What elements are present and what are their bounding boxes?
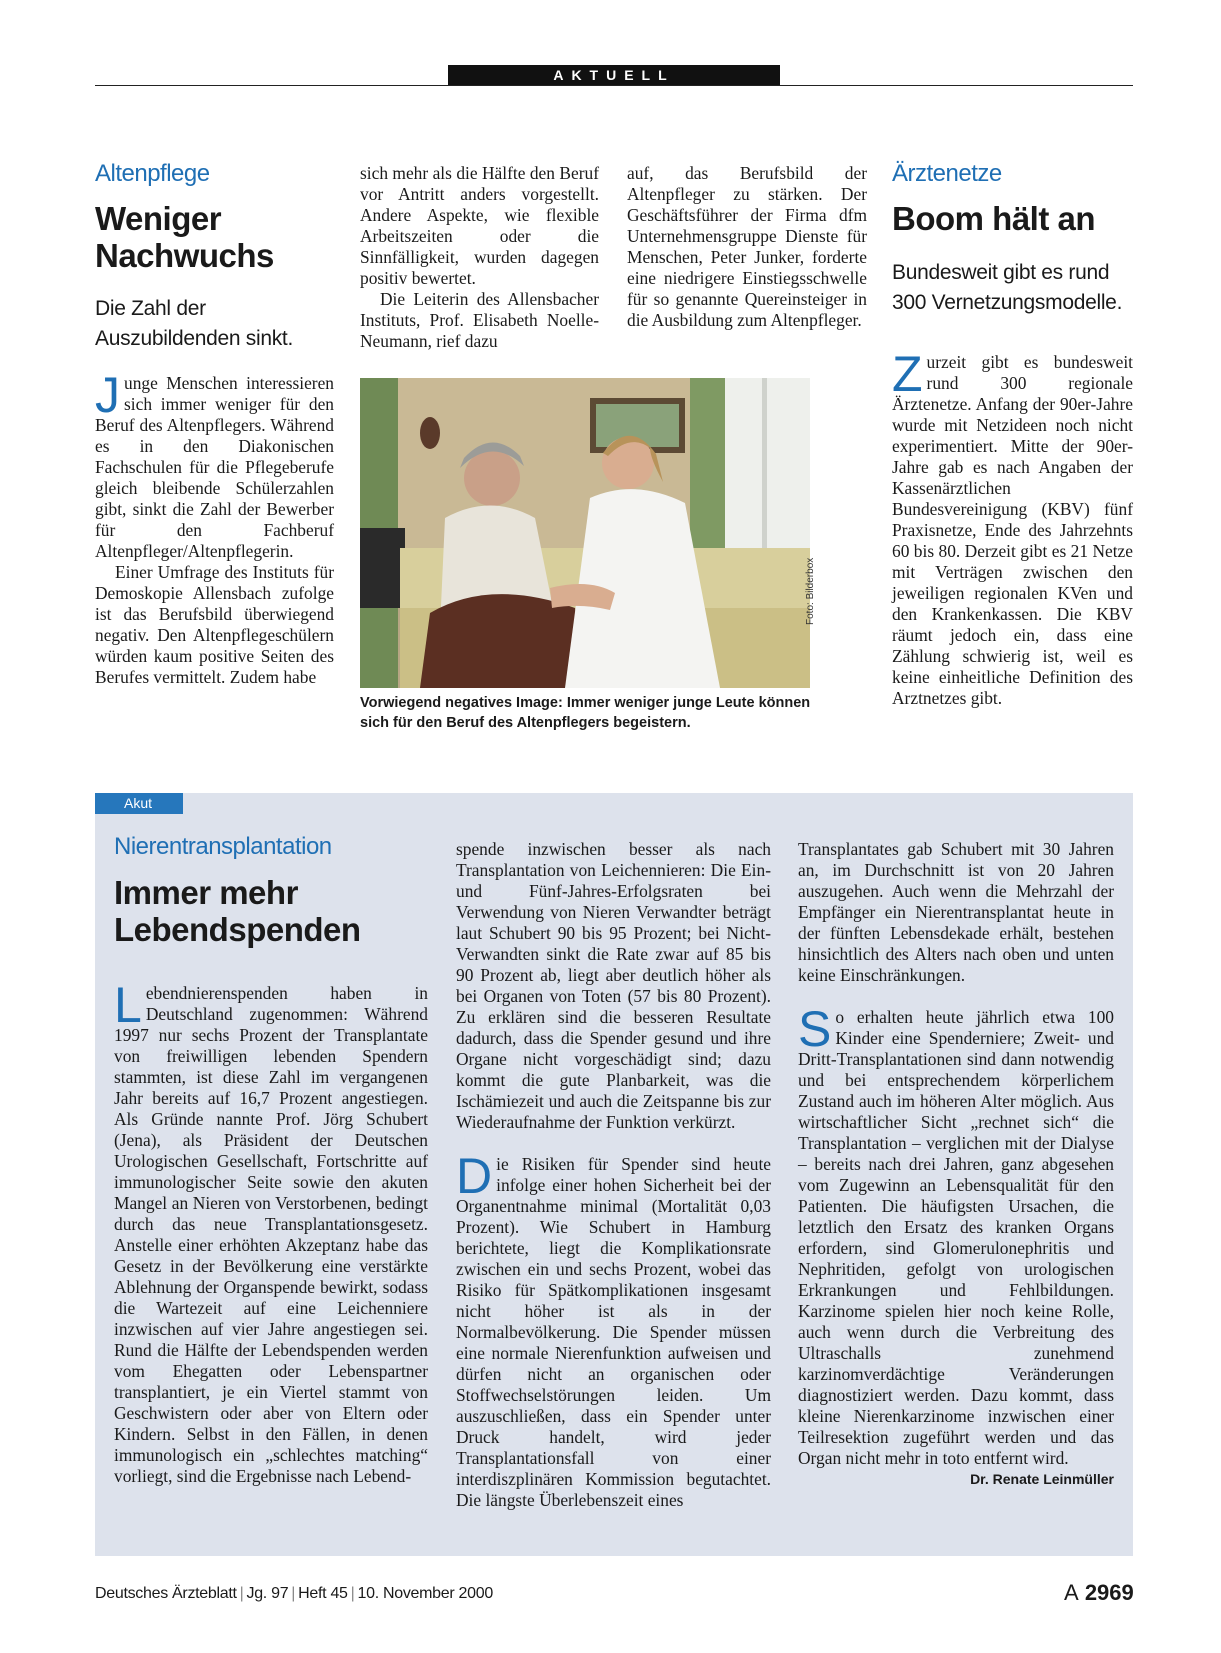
article2-column (892, 346, 1133, 709)
article3-paragraph-2: spende inzwischen besser als nach Transplantation von Leichennieren: Die Ein- und Fünf-Jahres-Erfolgsraten bei Verwendung von Nieren Verwandter beträgt laut Schubert 90 bis 95 Prozent; bei Nicht-Verwandten sinkt die Rate zwar auf 85 bis 90 Prozent ab, liegt aber deutlich höher als bei Organen von Toten (57 bis 80 Prozent). Zu erklären sind die besseren Resultate dadurch, dass die Spender gesund und ihre Organe nicht vorgeschädigt sind; dazu kommt die gute Planbarkeit, was die Ischämiezeit und auch die Zeitspanne bis zur Wiederaufnahme der Funktion verkürzt. (456, 839, 771, 1132)
article3-column-1 (114, 977, 428, 1487)
article1-kicker: Altenpflege (95, 160, 210, 187)
article1-headline: Weniger Nachwuchs (95, 200, 274, 274)
footer-issue: Heft 45 (298, 1585, 348, 1602)
page-number (1064, 1580, 1134, 1606)
article3-dropcap-3: S (798, 1001, 832, 1057)
article1-paragraph-4: Die Leiterin des Allensbacher Instituts, Prof. Elisabeth Noelle-Neumann, rief dazu (360, 289, 599, 351)
article1-paragraph-5: auf, das Berufsbild der Altenpfleger zu stärken. Der Geschäftsführer der Firma dfm Unternehmensgruppe Dienste für Menschen, Peter Junker, forderte eine niedrigere Einstiegsschwelle für so genannte Quereinsteiger in die Ausbildung zum Altenpfleger. (627, 163, 867, 330)
article1-photo (360, 378, 810, 688)
photo-caption: Vorwiegend negatives Image: Immer weniger junge Leute können sich für den Beruf des Altenpflegers begeistern. (360, 695, 811, 731)
article1-paragraph-2: Einer Umfrage des Instituts für Demoskopie Allensbach zufolge ist das Berufsbild überwiegend negativ. Den Altenpflegeschülern würden kaum positive Seiten des Berufes vermittelt. Zudem habe (95, 562, 334, 687)
article2-headline: Boom hält an (892, 200, 1096, 237)
article2-deck: Bundesweit gibt es rund 300 Vernetzungsmodelle. (892, 261, 1123, 314)
page-prefix: A (1064, 1580, 1079, 1605)
article2-kicker: Ärztenetze (892, 160, 1002, 187)
header-rule (95, 85, 1133, 86)
article1-column-3 (627, 163, 867, 331)
photo-credit: Foto: Bilderbox (805, 557, 816, 625)
article3-dropcap-1: L (114, 977, 142, 1033)
article3-column-2 (456, 839, 771, 1511)
akut-tag: Akut (95, 793, 183, 814)
article1-paragraph-3: sich mehr als die Hälfte den Beruf vor Antritt anders vorgestellt. Andere Aspekte, wie flexible Arbeitszeiten oder die Sinnfälligkeit, wurden dagegen positiv bewertet. (360, 163, 599, 288)
article3-paragraph-1: Lebendnierenspenden haben in Deutschland zugenommen: Während 1997 nur sechs Prozent der Transplantate von freiwilligen lebenden Spendern stammten, ist diese Zahl im vergangenen Jahr bereits auf 16,7 Prozent angestiegen. Als Gründe nannte Prof. Jörg Schubert (Jena), als Präsident der Deutschen Urologischen Gesellschaft, Fortschritte auf immunologischer Seite sowie den akuten Mangel an Nieren von Verstorbenen, bedingt durch das neue Transplantationsgesetz. Anstelle einer erhöhten Akzeptanz habe das Gesetz in der Bevölkerung eine verstärkte Ablehnung der Organspende bewirkt, sodass die Wartezeit auf eine Leichenniere inzwischen auf vier Jahre angestiegen sei. Rund die Hälfte der Lebendspenden werden vom Ehegatten oder Lebenspartner transplantiert, je ein Viertel stammt von Geschwistern oder aber von Eltern oder Kindern. Selbst in den Fällen, in denen immunologisch ein „schlechtes matching“ vorliegt, sind die Ergebnisse nach Lebend- (114, 977, 428, 1486)
article3-dropcap-2: D (456, 1148, 493, 1204)
article1-dropcap: J (95, 367, 120, 423)
section-header: AKTUELL (448, 65, 780, 85)
article3-kicker: Nierentransplantation (114, 833, 332, 860)
footer-journal: Deutsches Ärzteblatt (95, 1585, 237, 1602)
footer-date: 10. November 2000 (357, 1585, 493, 1602)
article1-column-2 (360, 163, 599, 352)
page-number-value: 2969 (1084, 1580, 1134, 1605)
footer-citation: Deutsches Ärzteblatt | Jg. 97 | Heft 45 | 10. November 2000 (95, 1585, 493, 1602)
article3-column-3 (798, 839, 1114, 1490)
article1-deck: Die Zahl der Auszubildenden sinkt. (95, 297, 293, 350)
article3-paragraph-3: Die Risiken für Spender sind heute infolge einer hohen Sicherheit bei der Organentnahme minimal (Mortalität 0,03 Prozent). Wie Schubert in Hamburg berichtete, liegt die Komplikationsrate zwischen ein und sechs Prozent, wobei das Risiko für Spätkomplikationen insgesamt nicht höher ist als in der Normalbevölkerung. Die Spender müssen eine normale Nierenfunktion aufweisen und dürfen nicht an organischen oder Stoffwechselstörungen leiden. Um auszuschließen, dass ein Spender unter Druck handelt, wird jeder Transplantationsfall von einer interdiszplinären Kommission begutachtet. Die längste Überlebenszeit eines (456, 1148, 771, 1510)
article1-paragraph-1: Junge Menschen interessieren sich immer weniger für den Beruf des Altenpflegers. Während es in den Diakonischen Fachschulen für die Pflegeberufe gleich bleibende Schülerzahlen gibt, sinkt die Zahl der Bewerber für den Fachberuf Altenpfleger/Altenpflegerin. (95, 367, 334, 561)
footer-volume: Jg. 97 (246, 1585, 289, 1602)
article3-headline: Immer mehr Lebendspenden (114, 874, 361, 948)
article1-column-1 (95, 367, 334, 688)
article3-paragraph-5: So erhalten heute jährlich etwa 100 Kinder eine Spenderniere; Zweit- und Dritt-Transplantationen sind dann notwendig und bei entsprechendem körperlichem Zustand auch im höheren Alter möglich. Aus wirtschaftlicher Sicht „rechnet sich“ die Transplantation – verglichen mit der Dialyse – bereits nach drei Jahren, ganz abgesehen vom Zugewinn an Lebensqualität für den Patienten. Die häufigsten Ursachen, die letztlich den Ersatz des kranken Organs erfordern, sind Glomerulonephritis und Nephritiden, gefolgt von urologischen Erkrankungen und Fehlbildungen. Karzinome spielen hier noch keine Rolle, auch wenn durch die Verbreitung des Ultraschalls zunehmend karzinomverdächtige Veränderungen diagnostiziert werden. Dazu kommt, dass kleine Nierenkarzinome inzwischen einer Teilresektion zugeführt werden und das Organ nicht mehr in toto entfernt wird. Dr. Renate Leinmüller (798, 1007, 1114, 1469)
article2-paragraph: Zurzeit gibt es bundesweit rund 300 regionale Ärztenetze. Anfang der 90er-Jahre wurde mit Netzideen noch nicht experimentiert. Mitte der 90er-Jahre gab es nach Angaben der Kassenärztlichen Bundesvereinigung (KBV) fünf Praxisnetze, Ende des Jahrzehnts 60 bis 80. Derzeit gibt es 21 Netze mit Verträgen zwischen den jeweiligen regionalen KVen und den Krankenkassen. Die KBV räumt jedoch ein, dass eine Zählung schwierig ist, weil es keine einheitliche Definition des Arztnetzes gibt. (892, 346, 1133, 708)
article3-author: Dr. Renate Leinmüller (970, 1471, 1114, 1487)
article3-paragraph-4: Transplantates gab Schubert mit 30 Jahren an, im Durchschnitt ist von 20 Jahren auszugehen. Auch wenn die Mehrzahl der Empfänger ein Nierentransplantat heute in der fünften Lebensdekade erhält, bestehen hinsichtlich des Alters nach oben und unten keine Einschränkungen. (798, 839, 1114, 985)
article2-dropcap: Z (892, 346, 923, 402)
